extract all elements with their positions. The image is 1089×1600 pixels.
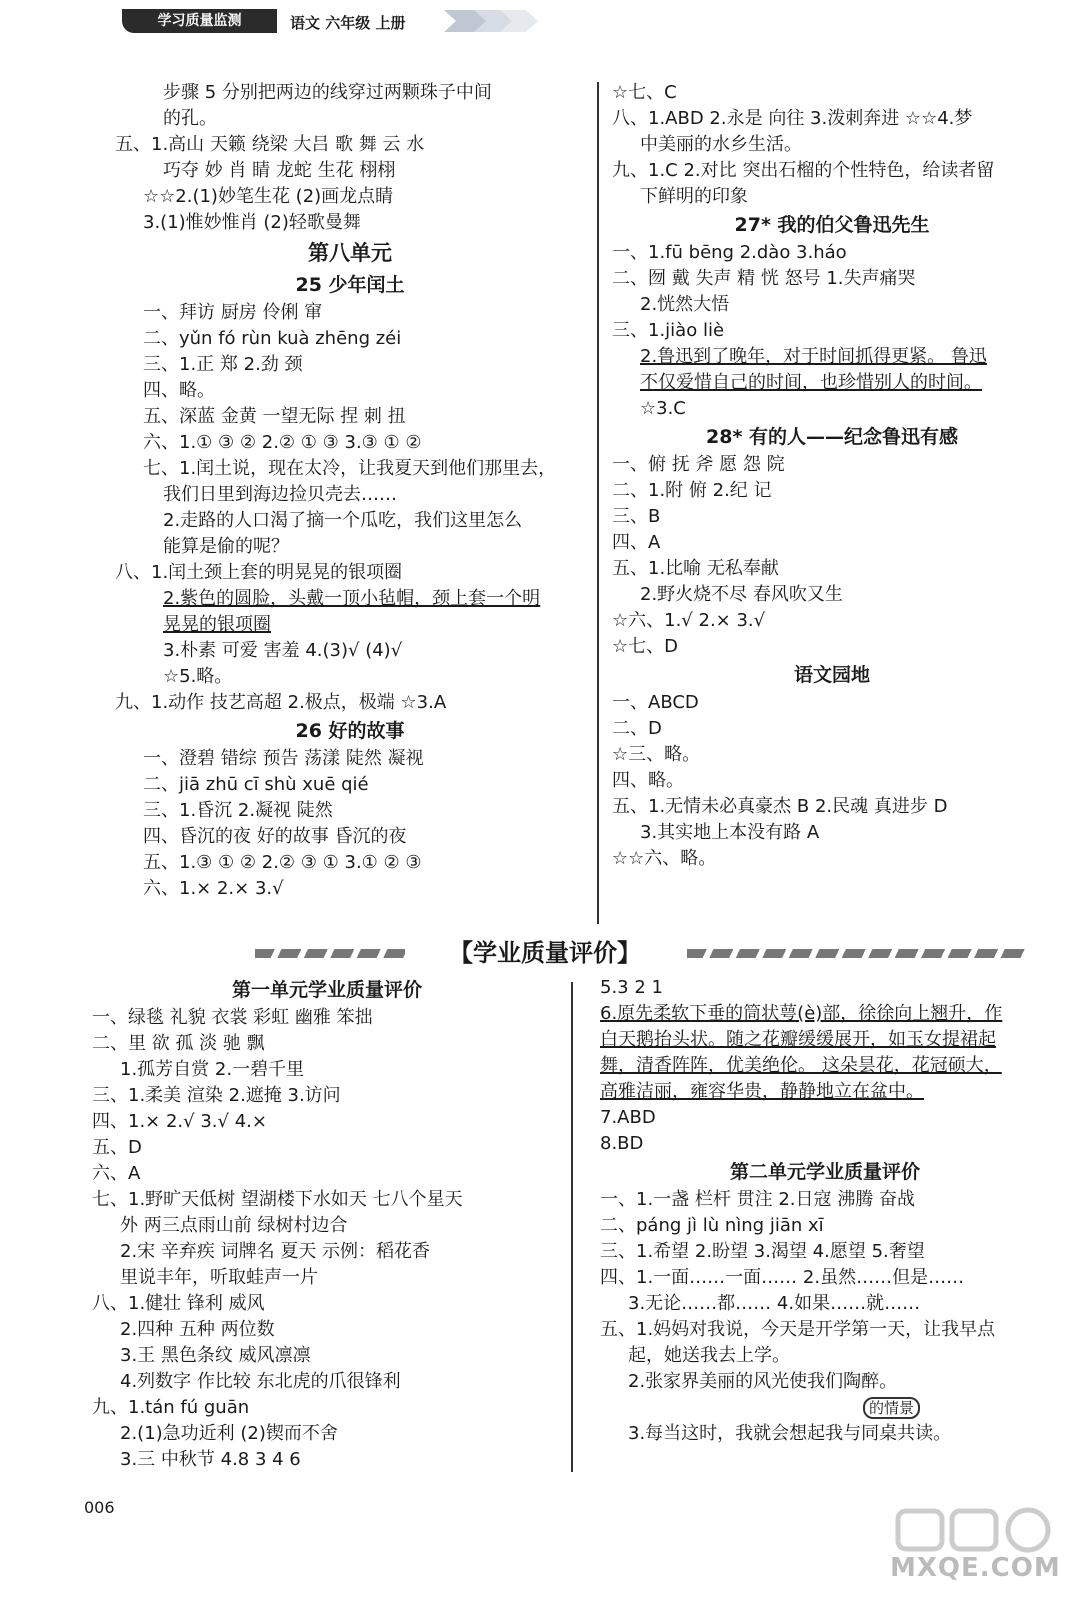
- eval-unit1-answers: [92, 1005, 562, 1473]
- answer-line: 三、1.柔美 渲染 2.遮掩 3.访问: [92, 1085, 341, 1106]
- banner-stripe-left: [255, 949, 405, 958]
- correction-stamp: 的情景: [863, 1397, 920, 1419]
- answer-line: 五、D: [92, 1137, 142, 1158]
- answer-line: 二、1.附 俯 2.纪 记: [612, 480, 772, 501]
- unit-title: 第八单元: [308, 241, 392, 265]
- chinese-garden-answers: [612, 690, 1052, 872]
- answer-line: 2.野火烧不尽 春风吹又生: [640, 584, 843, 605]
- banner-stripe-right: [687, 949, 1027, 958]
- answer-line: 4.列数字 作比较 东北虎的爪很锋利: [120, 1371, 401, 1392]
- answer-line: 三、1.正 郑 2.劲 颈: [143, 354, 303, 375]
- answer-line: 五、1.妈妈对我说，今天是开学第一天，让我早点: [600, 1319, 996, 1340]
- lesson-27-title: 27* 我的伯父鲁迅先生: [734, 214, 930, 236]
- answer-line: 二、páng jì lù nìng jiān xī: [600, 1215, 824, 1236]
- answer-line: 一、拜访 厨房 伶俐 窜: [143, 302, 323, 323]
- answer-line: 白天鹅抬头状。随之花瓣缓缓展开，如玉女提裙起: [600, 1029, 996, 1050]
- answer-line: 三、1.昏沉 2.凝视 陡然: [143, 800, 333, 821]
- eval-left-column: [92, 975, 562, 1473]
- answer-line: 3.王 黑色条纹 威风凛凛: [120, 1345, 311, 1366]
- answer-line: 四、略。: [143, 380, 215, 401]
- answer-line: 1.孤芳自赏 2.一碧千里: [120, 1059, 305, 1080]
- answer-line: 高雅洁丽，雍容华贵，静静地立在盆中。: [600, 1081, 924, 1102]
- answer-line: 九、1.动作 技艺高超 2.极点，极端 ☆3.A: [115, 692, 447, 713]
- lesson-28-answers: [612, 452, 1052, 660]
- lesson-26-answers: [115, 746, 585, 902]
- answer-line: 晃晃的银项圈: [163, 614, 271, 635]
- answer-line: ☆☆六、略。: [612, 848, 717, 869]
- watermark-glyph-icon: [890, 1505, 1060, 1555]
- lesson-27-answers: [612, 240, 1052, 422]
- answer-line: 里说丰年，听取蛙声一片: [120, 1267, 318, 1288]
- answer-line: 2.张家界美丽的风光使我们陶醉。: [628, 1371, 898, 1392]
- series-label: 学习质量监测: [122, 9, 277, 33]
- eval-unit2-answers: [600, 1187, 1050, 1395]
- chinese-garden-title: 语文园地: [793, 664, 870, 686]
- answer-line: 九、1.tán fú guān: [92, 1397, 250, 1418]
- answer-line: 中美丽的水乡生活。: [640, 134, 802, 155]
- answer-line: 二、里 欲 孤 淡 驰 飘: [92, 1033, 265, 1054]
- answer-line: 四、略。: [612, 770, 684, 791]
- answer-line: 一、澄碧 错综 预告 荡漾 陡然 凝视: [143, 748, 424, 769]
- answer-line: 7.ABD: [600, 1107, 656, 1128]
- answer-line: 五、1.③ ① ② 2.② ③ ① 3.① ② ③: [143, 852, 422, 873]
- answer-line: 七、1.野旷天低树 望湖楼下水如天 七八个星天: [92, 1189, 463, 1210]
- answer-line: 的孔。: [163, 108, 217, 129]
- answer-line: 五、1.无情未必真豪杰 B 2.民魂 真进步 D: [612, 796, 948, 817]
- page-header: [122, 6, 542, 36]
- answer-line: 步骤 5 分别把两边的线穿过两颗珠子中间: [163, 82, 492, 103]
- last-answer-line: 3.每当这时，我就会想起我与同桌共读。: [628, 1423, 952, 1444]
- left-top-block: [115, 80, 585, 236]
- answer-line: 8.BD: [600, 1133, 644, 1154]
- answer-line: 3.朴素 可爱 害羞 4.(3)√ (4)√: [163, 640, 403, 661]
- answer-line: 五、深蓝 金黄 一望无际 捏 刺 扭: [143, 406, 406, 427]
- answer-line: 一、1.一盏 栏杆 贯注 2.日寇 沸腾 奋战: [600, 1189, 915, 1210]
- answer-line: 四、1.× 2.√ 3.√ 4.×: [92, 1111, 267, 1132]
- watermark-text: MXQE.COM: [890, 1553, 1061, 1583]
- answer-line: 我们日里到海边捡贝壳去……: [163, 484, 397, 505]
- answer-line: 三、1.希望 2.盼望 3.渴望 4.愿望 5.奢望: [600, 1241, 925, 1262]
- answer-line: 七、1.闰土说，现在太冷，让我夏天到他们那里去，: [143, 458, 557, 479]
- answer-line: 2.恍然大悟: [640, 294, 730, 315]
- answer-line: 2.鲁迅到了晚年，对于时间抓得更紧。 鲁迅: [640, 346, 987, 367]
- answer-line: 5.3 2 1: [600, 977, 663, 998]
- lesson-28-title: 28* 有的人——纪念鲁迅有感: [706, 426, 958, 448]
- answer-line: 八、1.ABD 2.永是 向往 3.泼刺奔进 ☆☆4.梦: [612, 108, 973, 129]
- answer-line: 2.走路的人口渴了摘一个瓜吃，我们这里怎么: [163, 510, 523, 531]
- right-column: [612, 80, 1052, 872]
- eval-unit1-title: 第一单元学业质量评价: [231, 979, 422, 1001]
- answer-line: 六、A: [92, 1163, 141, 1184]
- answer-line: ☆☆2.(1)妙笔生花 (2)画龙点睛: [143, 186, 394, 207]
- answer-line: 二、D: [612, 718, 662, 739]
- answer-line: ☆三、略。: [612, 744, 701, 765]
- answer-line: 三、B: [612, 506, 661, 527]
- answer-line: 2.紫色的圆脸，头戴一顶小毡帽，颈上套一个明: [163, 588, 541, 609]
- answer-line: ☆3.C: [640, 398, 686, 419]
- subject-label: 语文 六年级 上册: [290, 14, 406, 32]
- answer-line: 2.(1)急功近利 (2)锲而不舍: [120, 1423, 338, 1444]
- eval-right-top: [600, 975, 1050, 1157]
- stamp-row: [600, 1395, 1050, 1421]
- lesson-25-answers: [115, 300, 585, 716]
- eval-unit2-title: 第二单元学业质量评价: [729, 1161, 920, 1183]
- answer-line: 六、1.× 2.× 3.√: [143, 878, 284, 899]
- answer-line: ☆七、C: [612, 82, 677, 103]
- chevron-decoration-icon: [444, 10, 544, 32]
- answer-line: 3.三 中秋节 4.8 3 4 6: [120, 1449, 301, 1470]
- answer-line: 八、1.健壮 锋利 威风: [92, 1293, 265, 1314]
- answer-line: 一、绿毯 礼貌 衣裳 彩虹 幽雅 笨拙: [92, 1007, 373, 1028]
- section-banner: [255, 935, 1035, 971]
- answer-line: 四、1.一面……一面…… 2.虽然……但是……: [600, 1267, 965, 1288]
- answer-line: 3.无论……都…… 4.如果……就……: [628, 1293, 921, 1314]
- answer-line: 能算是偷的呢？: [163, 536, 289, 557]
- answer-line: 3.(1)惟妙惟肖 (2)轻歌曼舞: [143, 212, 361, 233]
- answer-line: 八、1.闰土颈上套的明晃晃的银项圈: [115, 562, 403, 583]
- eval-right-column: [600, 975, 1050, 1447]
- column-divider-lower: [571, 982, 573, 1472]
- page-number: 006: [84, 1498, 115, 1517]
- answer-line: 6.原先柔软下垂的筒状萼(è)部，徐徐向上翘升，作: [600, 1003, 1003, 1024]
- answer-line: 四、A: [612, 532, 661, 553]
- answer-line: 2.宋 辛弃疾 词牌名 夏天 示例：稻花香: [120, 1241, 431, 1262]
- answer-line: 一、1.fū bēng 2.dào 3.háo: [612, 242, 847, 263]
- answer-line: ☆5.略。: [163, 666, 233, 687]
- answer-line: 不仅爱惜自己的时间，也珍惜别人的时间。: [640, 372, 982, 393]
- answer-line: 2.四种 五种 两位数: [120, 1319, 275, 1340]
- watermark-logo: [890, 1505, 1060, 1593]
- lesson-25-title: 25 少年闰土: [295, 274, 405, 296]
- answer-line: 下鲜明的印象: [640, 186, 748, 207]
- answer-line: 四、昏沉的夜 好的故事 昏沉的夜: [143, 826, 407, 847]
- answer-line: 五、1.比喻 无私奉献: [612, 558, 779, 579]
- answer-line: 二、囫 戴 失声 精 恍 怒号 1.失声痛哭: [612, 268, 916, 289]
- answer-line: 六、1.① ③ ② 2.② ① ③ 3.③ ① ②: [143, 432, 422, 453]
- column-divider: [597, 82, 599, 924]
- answer-line: 起，她送我去上学。: [628, 1345, 790, 1366]
- answer-line: 二、jiā zhū cī shù xuē qié: [143, 774, 369, 795]
- answer-line: 一、俯 抚 斧 愿 怨 院: [612, 454, 785, 475]
- answer-line: 二、yǔn fó rùn kuà zhēng zéi: [143, 328, 402, 349]
- answer-line: ☆七、D: [612, 636, 678, 657]
- right-top-block: [612, 80, 1052, 210]
- answer-line: 3.其实地上本没有路 A: [640, 822, 820, 843]
- banner-title: 【学业质量评价】: [415, 935, 675, 971]
- answer-line: 五、1.高山 天籁 绕梁 大吕 歌 舞 云 水: [115, 134, 425, 155]
- answer-line: ☆六、1.√ 2.× 3.√: [612, 610, 766, 631]
- answer-line: 巧夺 妙 肖 睛 龙蛇 生花 栩栩: [163, 160, 396, 181]
- answer-line: 一、ABCD: [612, 692, 699, 713]
- left-column: [115, 80, 585, 902]
- answer-line: 九、1.C 2.对比 突出石榴的个性特色，给读者留: [612, 160, 995, 181]
- answer-line: 舞，清香阵阵，优美绝伦。 这朵昙花，花冠硕大，: [600, 1055, 1002, 1076]
- answer-line: 外 两三点雨山前 绿树村边合: [120, 1215, 348, 1236]
- lesson-26-title: 26 好的故事: [295, 720, 405, 742]
- answer-line: 三、1.jiào liè: [612, 320, 725, 341]
